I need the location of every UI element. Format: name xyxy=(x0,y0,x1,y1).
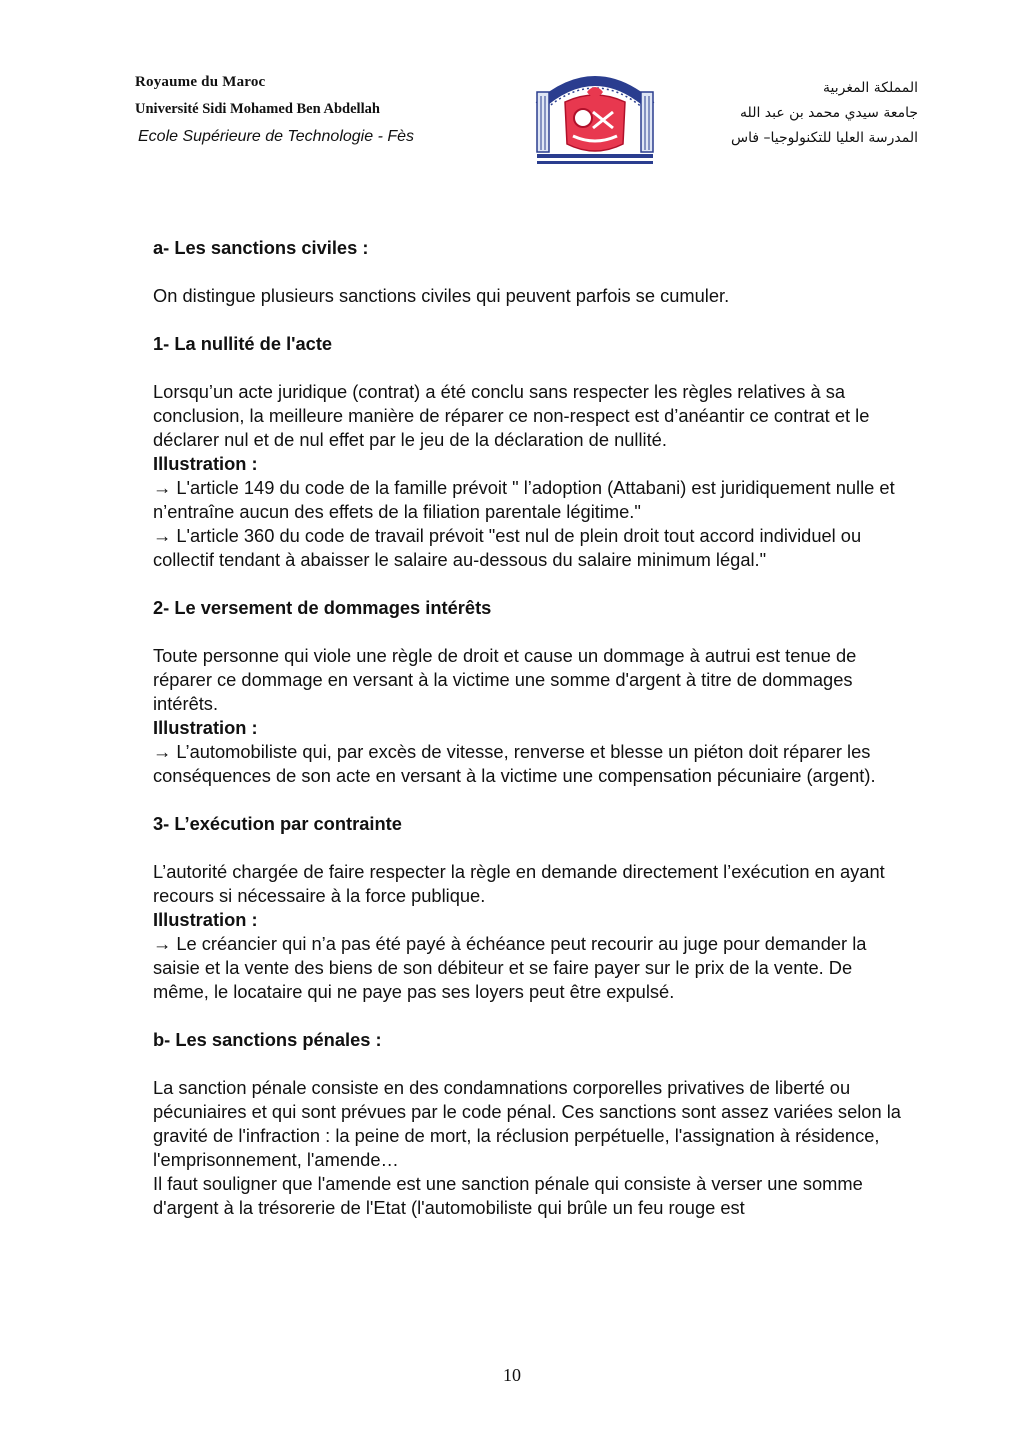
example-motorist: → L’automobiliste qui, par excès de vitesse, renverse et blesse un piéton doit réparer les conséquences de son acte en versant à la victime une compensation pécuniaire (argent). xyxy=(153,741,876,786)
paragraph-enforcement: L’autorité chargée de faire respecter la règle en demande directement l’exécution en ayant recours si nécessaire à la force publique. xyxy=(153,861,885,906)
subheading-enforcement: 3- L’exécution par contrainte xyxy=(153,813,402,834)
example-article-149: → L'article 149 du code de la famille prévoit " l’adoption (Attabani) est juridiquement nulle et n’entraîne aucun des effets de la filiation parentale légitime." xyxy=(153,477,895,522)
illustration-label: Illustration : xyxy=(153,909,258,930)
section-heading-penal: b- Les sanctions pénales : xyxy=(153,1029,382,1050)
page-number: 10 xyxy=(503,1365,521,1385)
document-body xyxy=(153,236,913,1220)
university-label: Université Sidi Mohamed Ben Abdellah xyxy=(135,101,380,117)
illustration-label: Illustration : xyxy=(153,717,258,738)
kingdom-arabic-label: المملكة المغربية xyxy=(822,80,918,96)
kingdom-label: Royaume du Maroc xyxy=(135,74,266,90)
paragraph-damages: Toute personne qui viole une règle de droit et cause un dommage à autrui est tenue de réparer ce dommage en versant à la victime une somme d'argent à titre de dommages intérêts. xyxy=(153,645,857,714)
subheading-damages: 2- Le versement de dommages intérêts xyxy=(153,597,492,618)
subheading-nullity: 1- La nullité de l'acte xyxy=(153,333,333,354)
example-article-360: → L'article 360 du code de travail prévoit "est nul de plein droit tout accord individuel ou collectif tendant à abaisser le salaire au-dessous du salaire minimum légal." xyxy=(153,525,862,570)
paragraph-fine: Il faut souligner que l'amende est une sanction pénale qui consiste à verser une somme d'argent à la trésorerie de l'Etat (l'automobiliste qui brûle un feu rouge est xyxy=(153,1173,863,1218)
header-left xyxy=(135,74,414,146)
university-emblem-icon xyxy=(533,62,657,170)
section-heading-civil: a- Les sanctions civiles : xyxy=(153,237,369,258)
school-arabic-label: المدرسة العليا للتكنولوجيا– فاس xyxy=(731,130,918,146)
paragraph-intro: On distingue plusieurs sanctions civiles qui peuvent parfois se cumuler. xyxy=(153,285,730,306)
school-label: Ecole Supérieure de Technologie - Fès xyxy=(138,128,415,145)
illustration-label: Illustration : xyxy=(153,453,258,474)
example-creditor: → Le créancier qui n’a pas été payé à échéance peut recourir au juge pour demander la saisie et la vente des biens de son débiteur et se faire payer sur le prix de la vente. De même, le locataire qui ne paye pas ses loyers peut être expulsé. xyxy=(153,933,867,1002)
paragraph-penal: La sanction pénale consiste en des condamnations corporelles privatives de liberté ou pécuniaires et qui sont prévues par le code pénal. Ces sanctions sont assez variées selon la gravité de l'infraction : la peine de mort, la réclusion perpétuelle, l'assignation à résidence, l'emprisonnement, l'amende… xyxy=(153,1077,901,1170)
university-arabic-label: جامعة سيدي محمد بن عبد الله xyxy=(740,105,918,121)
header-right xyxy=(731,76,918,151)
paragraph-nullity: Lorsqu’un acte juridique (contrat) a été conclu sans respecter les règles relatives à sa conclusion, la meilleure manière de réparer ce non-respect est d’anéantir ce contrat et le déclarer nul et de nul effet par le jeu de la déclaration de nullité. xyxy=(153,381,870,450)
